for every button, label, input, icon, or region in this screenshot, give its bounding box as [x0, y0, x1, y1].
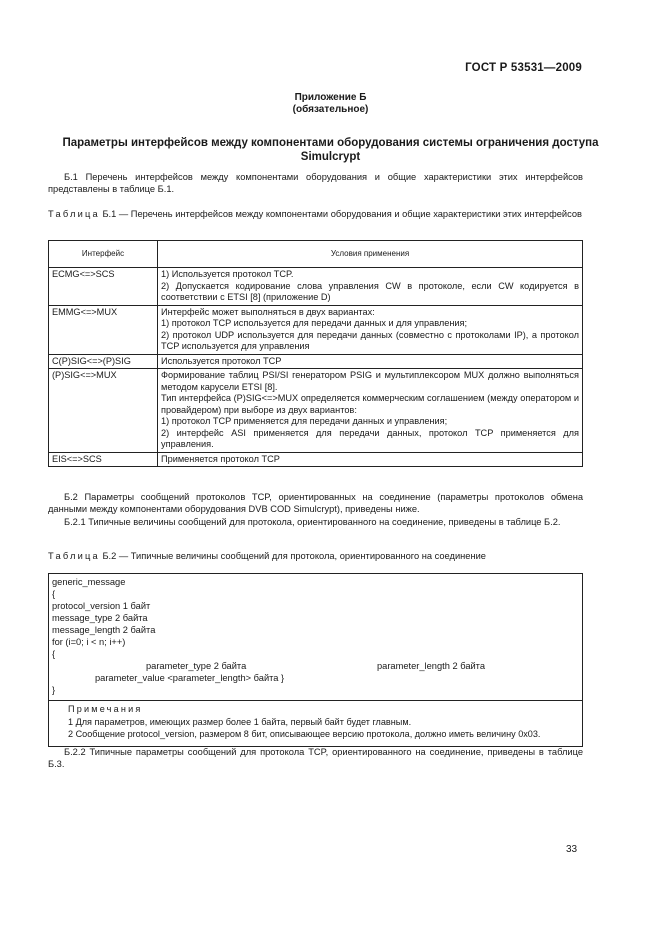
table1-caption-text: Б.1 — Перечень интерфейсов между компонентами оборудования и общие характеристики этих интерфейсов [102, 209, 582, 219]
paragraph-b21 [48, 517, 583, 529]
condition-line: Интерфейс может выполняться в двух вариантах: [161, 306, 375, 317]
code-line: message_length 2 байта [52, 625, 156, 635]
paragraph-b2-text: Б.2 Параметры сообщений протоколов TCP, ориентированных на соединение (параметры протоколов обмена данными между компонентами оборудования DVB COD Simulcrypt), приведены ниже. [48, 492, 583, 514]
appendix-heading [0, 92, 661, 116]
table-row [49, 452, 583, 467]
conditions-cell [158, 452, 583, 467]
table2-caption-text: Б.2 — Типичные величины сообщений для протокола, ориентированного на соединение [102, 551, 486, 561]
notes-section [49, 700, 582, 746]
condition-line: 2) Допускается кодирование слова управления CW в протоколе, если CW кодируется в соответствии с ETSI [8] (приложение D) [161, 280, 579, 302]
column-header-interface: Интерфейс [49, 241, 158, 268]
paragraph-b22-text: Б.2.2 Типичные параметры сообщений для протокола TCP, ориентированного на соединение, приведены в таблице Б.3. [48, 747, 583, 769]
conditions-cell [158, 268, 583, 306]
page-title: Параметры интерфейсов между компонентами оборудования системы ограничения доступа Simulcrypt [62, 137, 599, 163]
condition-line: Используется протокол TCP [161, 355, 282, 366]
standard-designation: ГОСТ Р 53531—2009 [465, 62, 582, 74]
code-line: parameter_value <parameter_length> байта } [95, 673, 285, 683]
note-item: 2 Сообщение protocol_version, размером 8 бит, описывающее версию протокола, должно иметь величину 0x03. [68, 729, 541, 739]
conditions-cell [158, 354, 583, 369]
code-line: for (i=0; i < n; i++) [52, 637, 126, 647]
condition-line: Тип интерфейса (P)SIG<=>MUX определяется коммерческим соглашением (между оператором и провайдером) при выборе из двух вариантов: [161, 393, 579, 415]
page-number: 33 [566, 844, 578, 855]
column-header-conditions: Условия применения [158, 241, 583, 268]
paragraph-b1 [48, 172, 583, 195]
conditions-cell [158, 305, 583, 354]
table-row [49, 268, 583, 306]
paragraph-b2 [48, 492, 583, 515]
paragraph-b21-text: Б.2.1 Типичные величины сообщений для протокола, ориентированного на соединение, приведены в таблице Б.2. [64, 517, 561, 527]
code-line: parameter_type 2 байта [146, 661, 247, 671]
conditions-cell [158, 369, 583, 453]
table-header-row [49, 241, 583, 268]
interface-cell: EIS<=>SCS [49, 452, 158, 467]
table1-caption-word: Таблица [48, 209, 100, 219]
code-listing [49, 574, 582, 700]
paragraph-b1-text: Б.1 Перечень интерфейсов между компонентами оборудования и общие характеристики этих интерфейсов представлены в таблице Б.1. [48, 172, 583, 194]
condition-line: 1) протокол TCP применяется для передачи данных и управления; [161, 416, 448, 426]
table2-caption [48, 551, 583, 563]
table-row [49, 369, 583, 453]
code-line: protocol_version 1 байт [52, 601, 151, 611]
condition-line: Формирование таблиц PSI/SI генератором PSIG и мультиплексором MUX должно выполняться методом карусели ETSI [8]. [161, 370, 579, 392]
table-row [49, 354, 583, 369]
interface-cell: C(P)SIG<=>(P)SIG [49, 354, 158, 369]
paragraph-b22 [48, 747, 583, 770]
interface-cell: EMMG<=>MUX [49, 305, 158, 354]
condition-line: 1) Используется протокол TCP. [161, 269, 294, 279]
condition-line: 2) интерфейс ASI применяется для передачи данных, протокол TCP применяется для управления. [161, 427, 579, 449]
message-structure-table [48, 573, 583, 747]
code-line: parameter_length 2 байта [377, 661, 486, 671]
table1-caption [48, 209, 583, 221]
interface-cell: ECMG<=>SCS [49, 268, 158, 306]
code-line: message_type 2 байта [52, 613, 148, 623]
condition-line: 2) протокол UDP используется для передачи данных (совместно с протоколами IP), а протокол TCP используется для управления [161, 329, 579, 351]
appendix-status: (обязательное) [292, 104, 369, 115]
condition-line: Применяется протокол TCP [161, 453, 280, 464]
table-row [49, 305, 583, 354]
code-line: { [52, 649, 56, 659]
note-item: 1 Для параметров, имеющих размер более 1 байта, первый байт будет главным. [68, 716, 412, 727]
appendix-label: Приложение Б [294, 92, 367, 103]
notes-heading: Примечания [68, 704, 143, 714]
interface-cell: (P)SIG<=>MUX [49, 369, 158, 453]
code-line: { [52, 589, 56, 599]
code-line: } [52, 685, 56, 695]
interfaces-table [48, 240, 583, 467]
code-line: generic_message [52, 577, 126, 587]
condition-line: 1) протокол TCP используется для передачи данных и для управления; [161, 318, 468, 328]
table2-caption-word: Таблица [48, 551, 100, 561]
